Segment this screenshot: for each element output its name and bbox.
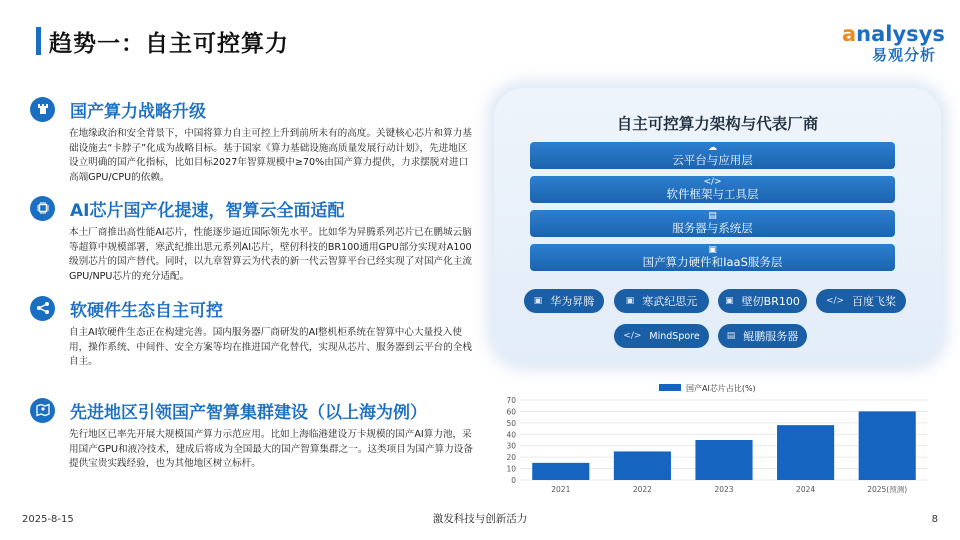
legend-swatch xyxy=(659,384,681,391)
section-title: 软硬件生态自主可控 xyxy=(70,300,223,321)
x-tick-label: 2022 xyxy=(632,485,652,494)
section-body: 自主AI软硬件生态正在构建完善。国内服务器厂商研发的AI整机柜系统在智算中心大量投入使用，操作系统、中间件、安全方案等均在推进国产化替代，实现从芯片、服务器到云平台的全栈自主。 xyxy=(69,327,472,367)
y-tick-label: 40 xyxy=(506,430,516,440)
y-tick-label: 50 xyxy=(506,418,516,428)
section-ai-chip xyxy=(30,194,478,284)
code-icon: </> xyxy=(623,331,642,341)
vendor-paddlepaddle: </> 百度飞桨 xyxy=(816,289,906,313)
vendor-mindspore: </> MindSpore xyxy=(614,324,709,348)
x-tick-label: 2023 xyxy=(714,485,734,494)
section-title: AI芯片国产化提速，智算云全面适配 xyxy=(70,200,345,221)
bar xyxy=(777,425,834,480)
section-title: 先进地区引领国产智算集群建设（以上海为例） xyxy=(70,402,427,423)
layer-hardware xyxy=(530,244,895,271)
domestic-ai-chip-share-chart xyxy=(496,380,936,502)
y-tick-label: 60 xyxy=(506,407,516,417)
layer-label: 国产算力硬件和IaaS服务层 xyxy=(642,255,783,269)
y-tick-label: 30 xyxy=(506,441,516,451)
section-strategy xyxy=(30,95,478,185)
bar xyxy=(614,451,671,480)
architecture-panel xyxy=(494,88,941,363)
logo-chinese-name: 易观分析 xyxy=(871,46,936,64)
footer-slogan: 激发科技与创新活力 xyxy=(432,513,528,525)
y-tick-label: 0 xyxy=(511,476,516,485)
chip-icon: ▣ xyxy=(625,296,635,306)
vendor-kunpeng: ▤ 鲲鹏服务器 xyxy=(718,324,807,348)
code-icon: </> xyxy=(703,177,722,187)
y-tick-label: 20 xyxy=(506,453,516,463)
page-number: 8 xyxy=(931,514,938,525)
layer-label: 云平台与应用层 xyxy=(672,153,753,167)
bar xyxy=(532,463,589,480)
section-body: 在地缘政治和安全背景下，中国将算力自主可控上升到前所未有的高度。关键核心芯片和算力基础设施去“卡脖子”化成为战略目标。基于国家《算力基础设施高质量发展行动计划》，先进地区设立明确的国产化指标，比如目标2027年智算规模中≥70%由国产算力提供，力求摆脱对进口高端GPU/CPU的依赖。 xyxy=(69,128,472,183)
server-icon: ▤ xyxy=(726,331,736,341)
bar xyxy=(695,440,752,480)
layer-cloud xyxy=(530,142,895,169)
tower-icon xyxy=(30,97,55,122)
vendor-biren: ▣ 壁仞BR100 xyxy=(718,289,807,313)
cloud-icon: ☁ xyxy=(708,143,717,153)
network-icon xyxy=(30,296,55,321)
title-accent-bar xyxy=(36,27,41,55)
layer-software xyxy=(530,176,895,203)
analysys-logo xyxy=(842,22,945,72)
chip-icon xyxy=(30,196,55,221)
chip-icon: ▣ xyxy=(708,245,717,255)
map-icon xyxy=(30,398,55,423)
page-title: 趋势一：自主可控算力 xyxy=(49,30,289,57)
section-title: 国产算力战略升级 xyxy=(70,101,206,122)
title-bar xyxy=(36,26,289,56)
layer-label: 服务器与系统层 xyxy=(672,221,753,235)
footer-date: 2025-8-15 xyxy=(22,514,74,525)
vendor-cambricon: ▣ 寒武纪思元 xyxy=(614,289,709,313)
chart-svg xyxy=(496,380,936,502)
x-tick-label: 2025(预测) xyxy=(867,485,908,494)
chip-icon: ▣ xyxy=(725,296,734,306)
section-ecosystem xyxy=(30,294,478,370)
section-body: 先行地区已率先开展大规模国产算力示范应用。比如上海临港建设万卡规模的国产AI算力池，采用国产GPU和液冷技术，建成后将成为全国最大的国产智算集群之一。这类项目为国产算力设备提供宝贵实践经验，也为其他地区树立标杆。 xyxy=(69,429,473,469)
x-tick-label: 2021 xyxy=(551,485,571,494)
server-icon: ▤ xyxy=(708,211,717,221)
layer-server xyxy=(530,210,895,237)
section-body: 本土厂商推出高性能AI芯片，性能逐步逼近国际领先水平。比如华为昇腾系列芯片已在鹏城云脑等超算中规模部署，寒武纪推出思元系列AI芯片，壁仞科技的BR100通用GPU部分实现对A100级别芯片的国产替代。同时，以九章智算云为代表的新一代云智算平台已经实现了对国产化主流GPU/NPU芯片的充分适配。 xyxy=(69,227,472,282)
chip-icon: ▣ xyxy=(533,296,543,306)
x-tick-label: 2024 xyxy=(796,485,816,494)
legend-label: 国产AI芯片占比(%) xyxy=(686,384,756,393)
code-icon: </> xyxy=(825,296,845,306)
layer-label: 软件框架与工具层 xyxy=(666,187,759,201)
bar xyxy=(859,411,916,480)
section-shanghai xyxy=(30,396,478,472)
architecture-title: 自主可控算力架构与代表厂商 xyxy=(616,115,819,133)
y-tick-label: 70 xyxy=(506,396,516,405)
vendor-huawei-ascend: ▣ 华为昇腾 xyxy=(524,289,604,313)
logo-wordmark: analysys xyxy=(842,22,945,46)
y-tick-label: 10 xyxy=(506,464,516,474)
